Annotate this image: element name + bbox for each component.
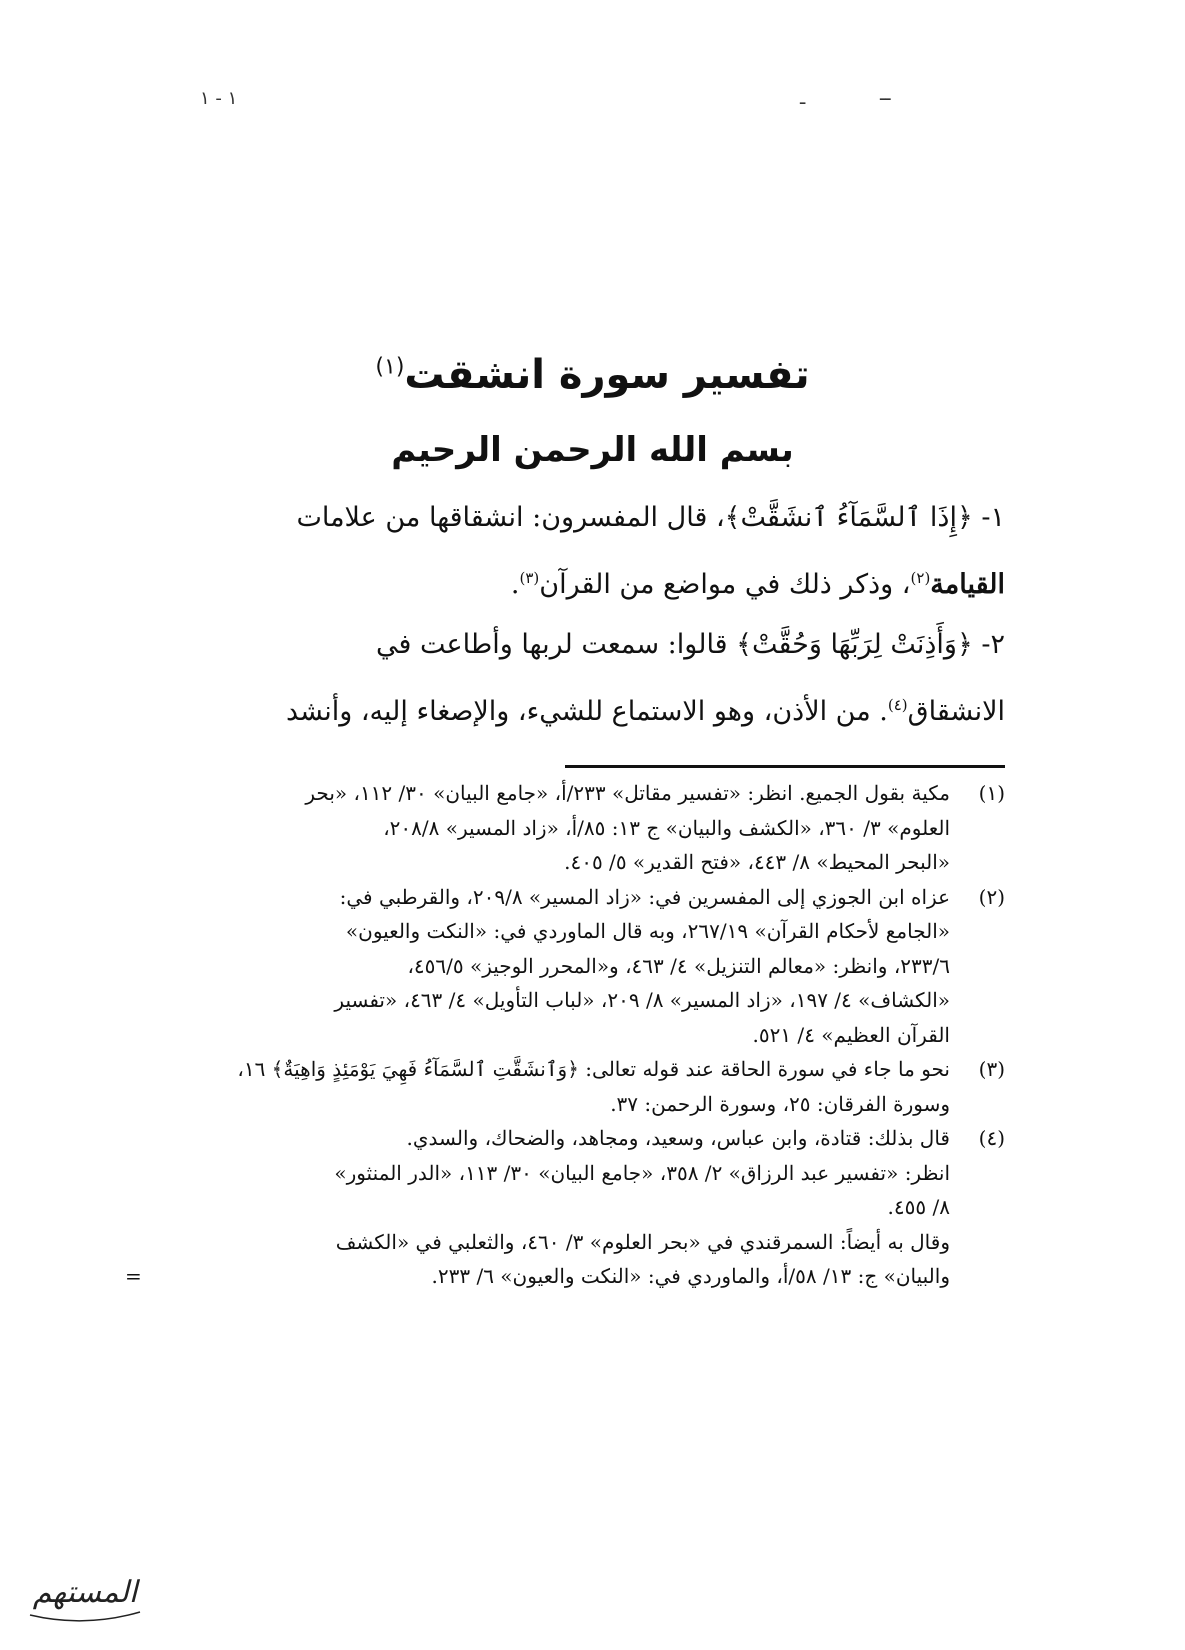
footnote-number: (٢) [978, 884, 1005, 909]
para1-line1: ١- ﴿إِذَا ٱلسَّمَآءُ ٱنشَقَّتْ﴾، قال المفسرون: انشقاقها من علامات [296, 502, 1005, 533]
para2-line2: . من الأذن، وهو الاستماع للشيء، والإصغاء إليه، وأنشد [285, 696, 888, 727]
footnote-line: العلوم» ٣/ ٣٦٠، «الكشف والبيان» ج ١٣: ٨٥/أ، «زاد المسير» ٢٠٨/٨، [383, 815, 950, 840]
continuation-line-text: والبيان» ج: ١٣/ ٥٨/أ، والماوردي في: «النكت والعيون» ٦/ ٢٣٣. [431, 1264, 950, 1288]
top-mark-left: ١ - ١ [200, 88, 238, 109]
para1-end: . [510, 569, 520, 600]
footnote-continuation [125, 1225, 1005, 1294]
para1-keyword: القيامة [930, 569, 1005, 600]
footnote-number: (٣) [978, 1057, 1005, 1081]
logo-flourish [30, 1612, 140, 1621]
main-text [125, 488, 1005, 742]
footnote-ref-2: (٢) [910, 569, 931, 587]
footnote-line: «البحر المحيط» ٨/ ٤٤٣، «فتح القدير» ٥/ ٤٠٥. [564, 850, 950, 874]
footnotes [125, 776, 1005, 1294]
basmala: بسم الله الرحمن الرحيم [391, 430, 794, 470]
footnote-line: ٨/ ٤٥٥. [887, 1195, 950, 1219]
top-mark-right: ــ [880, 84, 891, 105]
footnote-line: «الكشاف» ٤/ ١٩٧، «زاد المسير» ٨/ ٢٠٩، «لباب التأويل» ٤/ ٤٦٣، «تفسير [334, 988, 950, 1012]
footnote-number: (٤) [978, 1126, 1005, 1150]
para1-line2: ، وذكر ذلك في مواضع من القرآن [539, 569, 911, 600]
footnote-line: مكية بقول الجميع. انظر: «تفسير مقاتل» ٢٣٣/أ، «جامع البيان» ٣٠/ ١١٢، «بحر [305, 781, 950, 805]
continuation-line: وقال به أيضاً: السمرقندي في «بحر العلوم» ٣/ ٤٦٠، والثعلبي في «الكشف [335, 1229, 950, 1254]
footnote-separator [565, 765, 1005, 768]
footnote-line: عزاه ابن الجوزي إلى المفسرين في: «زاد المسير» ٢٠٩/٨، والقرطبي في: [339, 884, 950, 909]
footnote-number: (١) [978, 781, 1005, 805]
footnote-line: قال بذلك: قتادة، وابن عباس، وسعيد، ومجاهد، والضحاك، والسدي. [406, 1126, 950, 1150]
footnote-ref-3: (٣) [519, 569, 540, 587]
top-header-marks [0, 84, 1185, 118]
footnote-line: «الجامع لأحكام القرآن» ٢٦٧/١٩، وبه قال الماوردي في: «النكت والعيون» [345, 919, 950, 943]
publisher-logo [20, 1560, 150, 1630]
para2-keyword: الانشقاق [907, 696, 1005, 727]
footnote-line: نحو ما جاء في سورة الحاقة عند قوله تعالى: ﴿وَٱنشَقَّتِ ٱلسَّمَآءُ فَهِيَ يَوْمَئِذٍ وَاهِيَةٌ﴾ ١٦، [237, 1057, 950, 1081]
title-footnote-ref: (١) [375, 354, 405, 380]
footnote-ref-4: (٤) [887, 696, 908, 714]
footnote-1 [125, 776, 1005, 880]
continues-mark: = [125, 1264, 142, 1288]
footnote-line: وسورة الفرقان: ٢٥، وسورة الرحمن: ٣٧. [610, 1091, 950, 1116]
surah-title [0, 352, 1185, 398]
para2-line1: ٢- ﴿وَأَذِنَتْ لِرَبِّهَا وَحُقَّتْ﴾ قالوا: سمعت لربها وأطاعت في [375, 629, 1005, 660]
footnote-4 [125, 1121, 1005, 1225]
footnote-line: انظر: «تفسير عبد الرزاق» ٢/ ٣٥٨، «جامع البيان» ٣٠/ ١١٣، «الدر المنثور» [334, 1160, 950, 1185]
verse-paragraph-2 [125, 615, 1005, 742]
verse-paragraph-1 [125, 488, 1005, 615]
top-mark-center: ـ [800, 88, 806, 109]
surah-title-text: تفسير سورة انشقت [404, 352, 810, 398]
footnote-2 [125, 880, 1005, 1053]
continuation-line [125, 1259, 950, 1294]
footnote-3 [125, 1052, 1005, 1121]
logo-text: المستهم [32, 1575, 138, 1610]
footnote-line: ٢٣٣/٦، وانظر: «معالم التنزيل» ٤/ ٤٦٣، و«المحرر الوجيز» ٤٥٦/٥، [407, 953, 950, 978]
footnote-line: القرآن العظيم» ٤/ ٥٢١. [752, 1022, 950, 1047]
